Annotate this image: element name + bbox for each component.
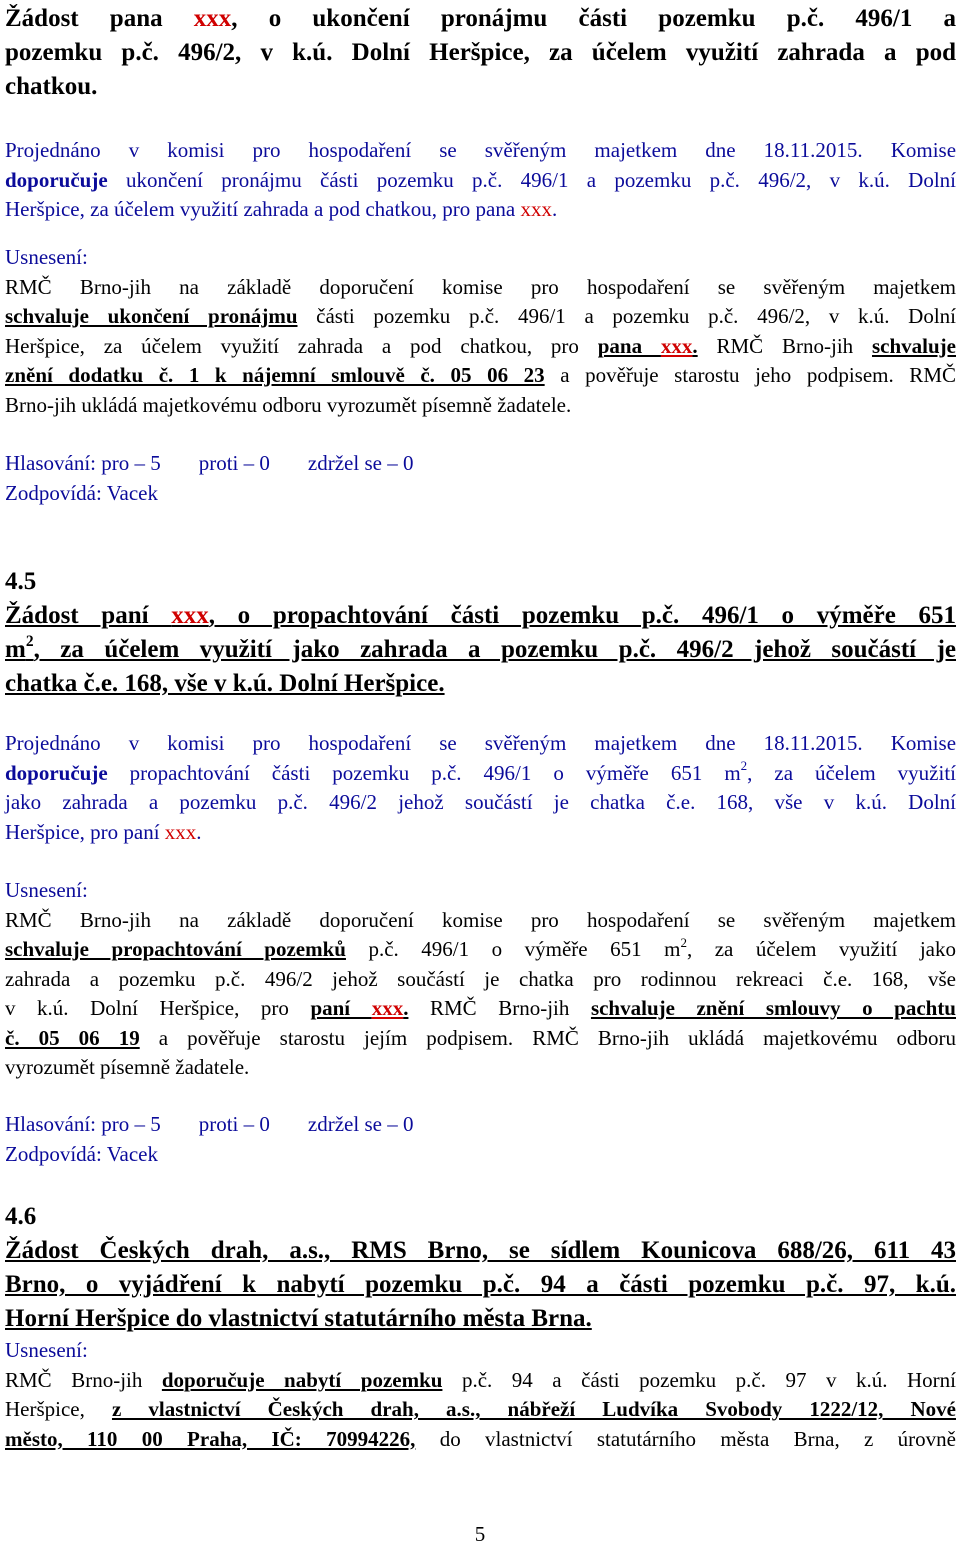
placeholder-name: xxx xyxy=(660,333,693,358)
page-number: 5 xyxy=(474,1522,486,1546)
resolution-heading: Usnesení: xyxy=(5,245,88,269)
resolution: Usnesení: RMČ Brno-jih na základě doporučení komise pro hospodaření se svěřeným majetkem schvaluje propachtování pozemků p.č. 496/1 o výměře 651 $m^2$, za účelem využití jako zahrada a pozemku p.č. 496/2 jehož součástí je chatka pro rodinnou rekreaci č.e. 168, vše v k.ú. Dolní Heršpice, pro paní xxx. RMČ Brno-jih schvaluje znění smlouvy o pachtu č. 05 06 19 a pověřuje starostu jejím podpisem. RMČ Brno-jih ukládá majetkovému odboru vyrozumět písemně žadatele. xyxy=(5,878,956,1079)
section-title: Žádost pana xxx, o ukončení pronájmu části pozemku p.č. 496/1 a pozemku p.č. 496/2, v k.ú. Dolní Heršpice, za účelem využití zahrada a pod chatkou. xyxy=(5,5,956,100)
committee-paragraph: Projednáno v komisi pro hospodaření se svěřeným majetkem dne 18.11.2015. Komise doporučuje ukončení pronájmu části pozemku p.č. 496/1 a pozemku p.č. 496/2, v k.ú. Dolní Heršpice, za účelem využití zahrada a pod chatkou, pro pana xxx. xyxy=(5,138,957,221)
responsible-person: Zodpovídá: Vacek xyxy=(5,480,158,505)
committee-paragraph: Projednáno v komisi pro hospodaření se svěřeným majetkem dne 18.11.2015. Komise doporučuje propachtování části pozemku p.č. 496/1 o výměře 651 $m^2$, za účelem využití jako zahrada a pozemku p.č. 496/2 jehož součástí je chatka č.e. 168, vše v k.ú. Dolní Heršpice, pro paní xxx. xyxy=(5,731,957,844)
section-4-5: 4.5 Žádost paní xxx, o propachtování části pozemku p.č. 496/1 o výměře 651 $m^2$, za účelem využití jako zahrada a pozemku p.č. 496/2 jehož součástí je chatka č.e. 168, vše v k.ú. Dolní Heršpice. xyxy=(5,565,956,701)
resolution: Usnesení: RMČ Brno-jih doporučuje nabytí pozemku p.č. 94 a části pozemku p.č. 97 v k.ú. Horní Heršpice, z vlastnictví Českých drah, a.s., nábřeží Ludvíka Svobody 1222/12, Nové město, 110 00 Praha, IČ: 70994226, do vlastnictví statutárního města Brna, z úrovně xyxy=(5,1338,956,1451)
resolution-heading: Usnesení: xyxy=(5,1338,88,1362)
voting-result: Hlasování: pro – 5 proti – 0 zdržel se – 0 Zodpovídá: Vacek xyxy=(5,1110,956,1169)
responsible-person: Zodpovídá: Vacek xyxy=(5,1141,158,1166)
section-number: 4.6 xyxy=(5,1203,37,1230)
placeholder-name: xxx xyxy=(371,996,404,1020)
voting-result: Hlasování: pro – 5 proti – 0 zdržel se – 0 Zodpovídá: Vacek xyxy=(5,449,956,508)
placeholder-name: xxx xyxy=(164,819,197,844)
placeholder-name: xxx xyxy=(193,5,232,32)
placeholder-name: xxx xyxy=(520,197,552,221)
section-number: 4.5 xyxy=(5,568,37,595)
resolution-heading: Usnesení: xyxy=(5,878,88,902)
section-4-6: 4.6 Žádost Českých drah, a.s., RMS Brno, se sídlem Kounicova 688/26, 611 43 Brno, o vyjádření k nabytí pozemku p.č. 94 a části pozemku p.č. 97, k.ú. Horní Heršpice do vlastnictví statutárního města Brna. xyxy=(5,1200,956,1336)
placeholder-name: xxx xyxy=(171,602,209,629)
resolution: Usnesení: RMČ Brno-jih na základě doporučení komise pro hospodaření se svěřeným majetkem schvaluje ukončení pronájmu části pozemku p.č. 496/1 a pozemku p.č. 496/2, v k.ú. Dolní Heršpice, za účelem využití zahrada a pod chatkou, pro pana xxx. RMČ Brno-jih schvaluje znění dodatku č. 1 k nájemní smlouvě č. 05 06 23 a pověřuje starostu jeho podpisem. RMČ Brno-jih ukládá majetkovému odboru vyrozumět písemně žadatele. xyxy=(5,245,956,417)
